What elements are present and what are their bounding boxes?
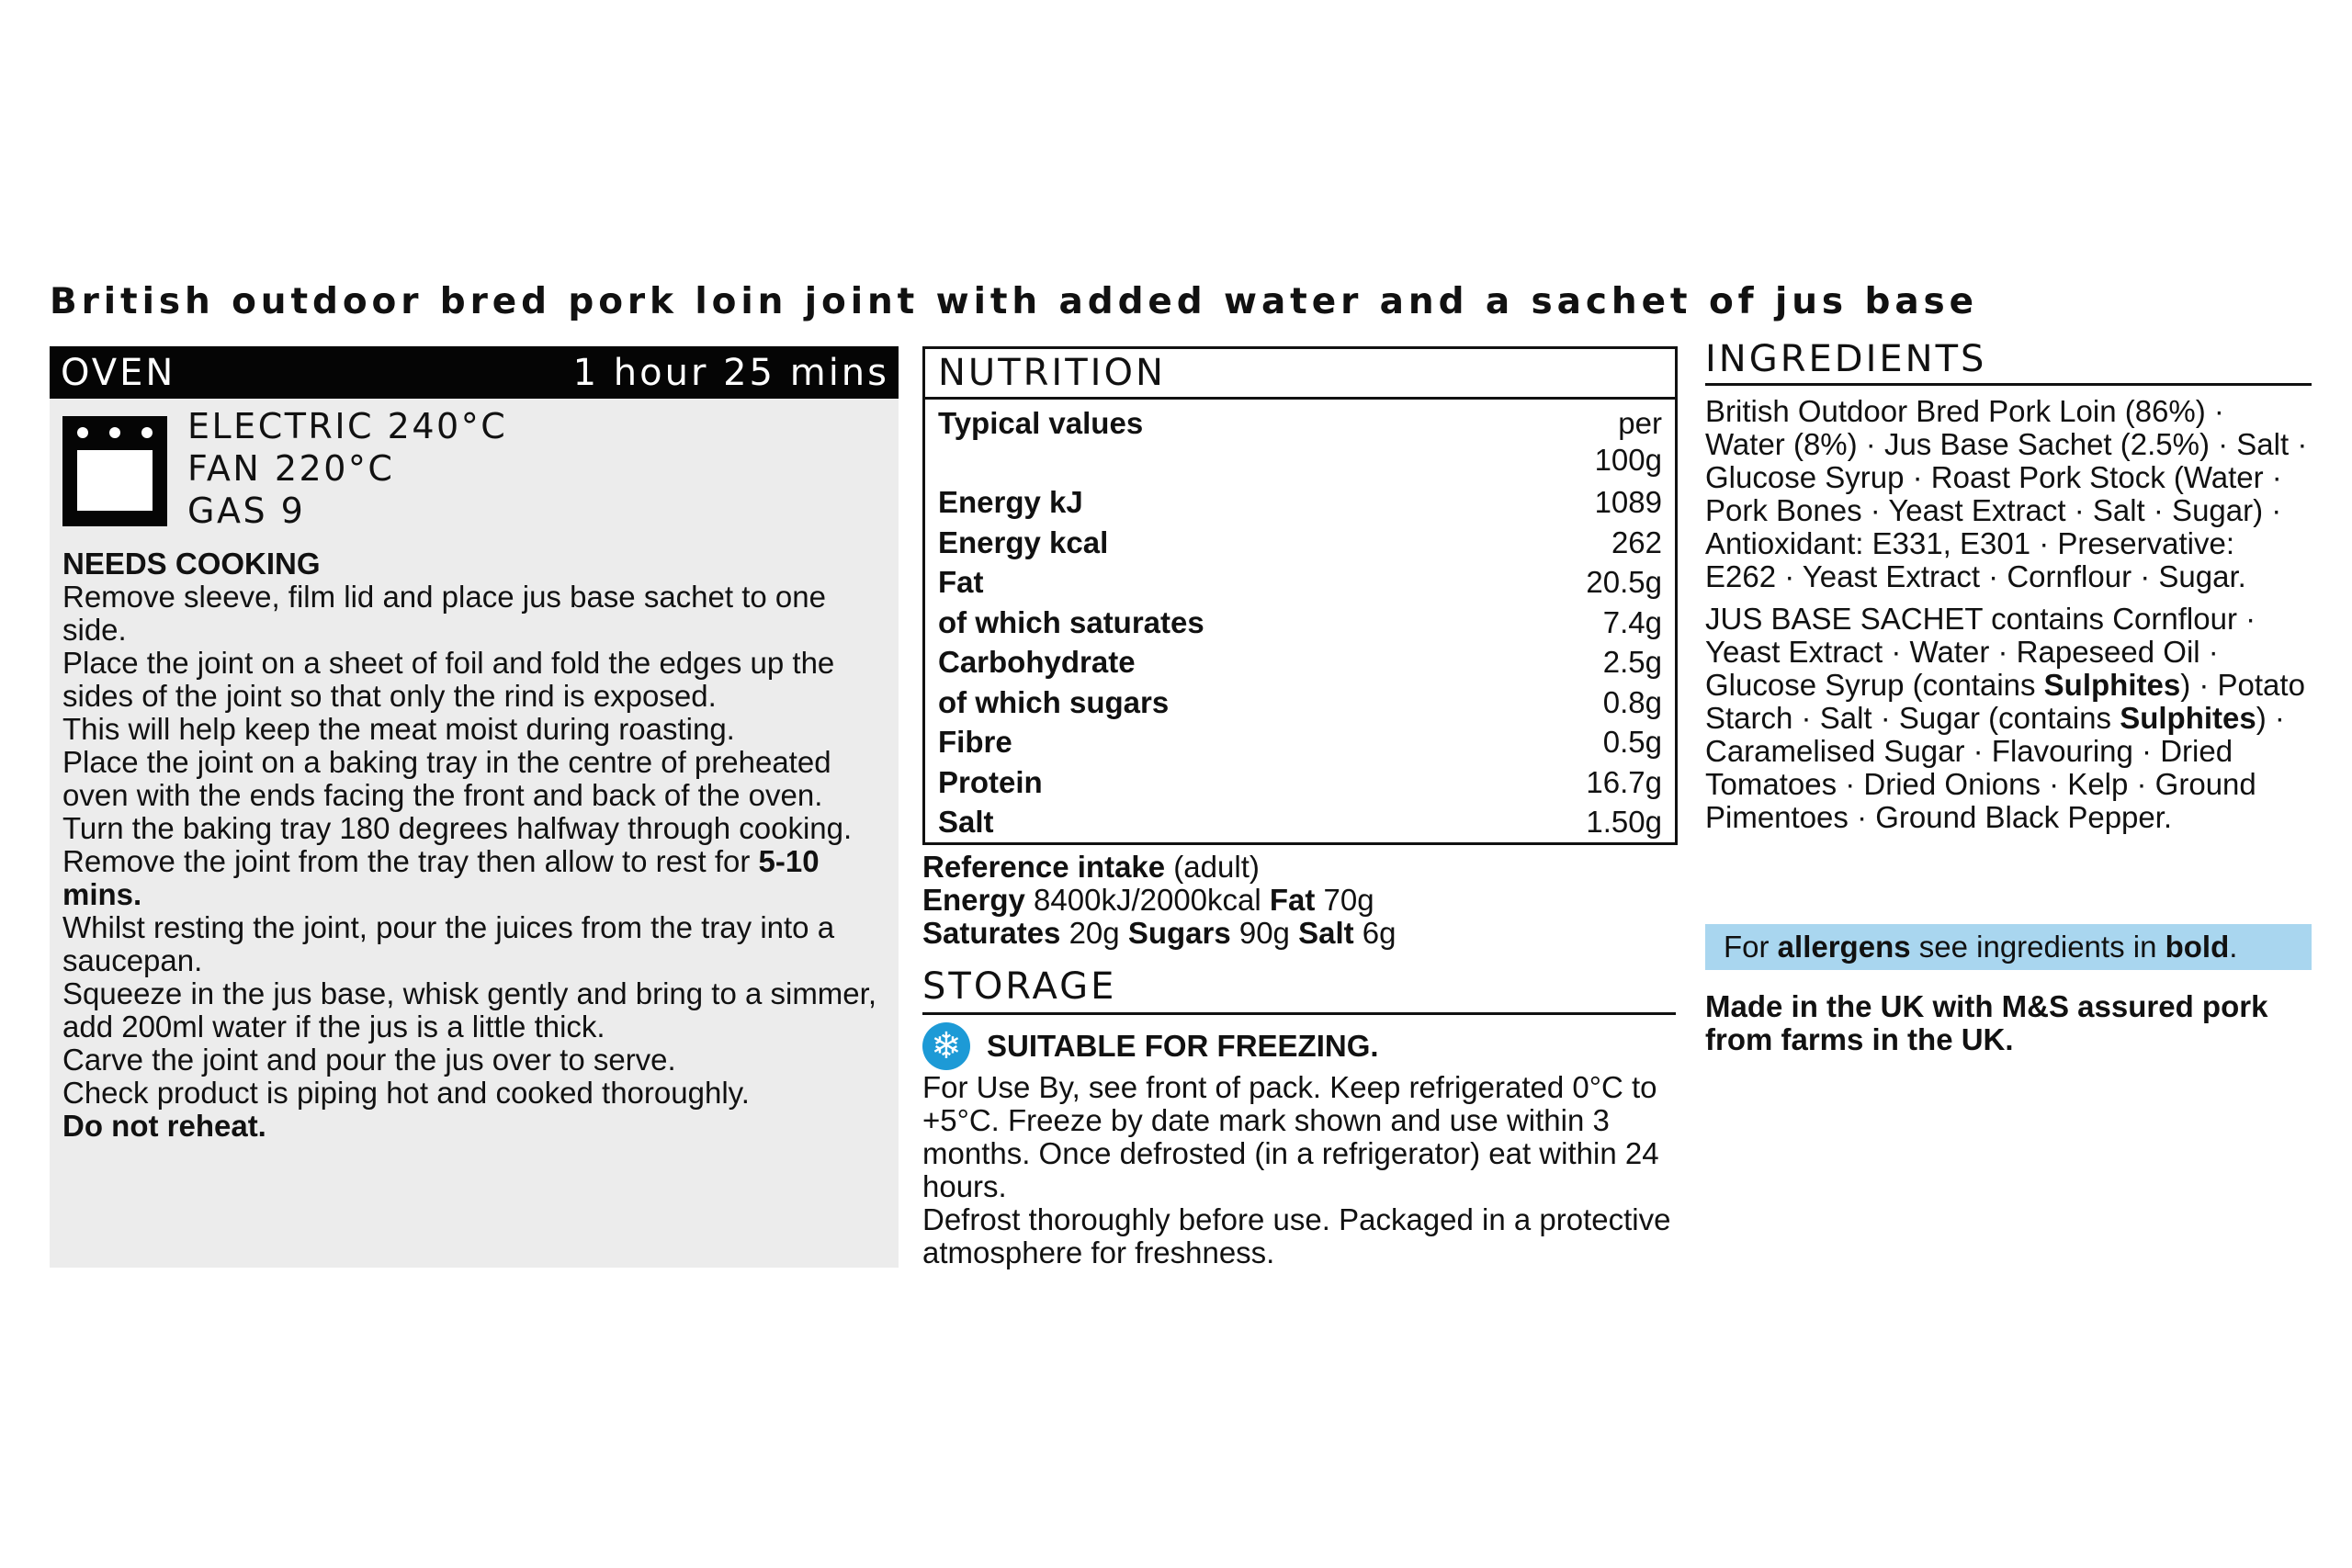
fan-temp: FAN 220°C — [187, 448, 395, 489]
ingredients-list — [1705, 395, 2312, 843]
method-step — [62, 812, 889, 911]
method-step: Place the joint on a baking tray in the centre of preheated oven with the ends facing the front and back of the oven. — [62, 745, 831, 812]
nutrition-header-row — [938, 405, 1662, 479]
product-title: British outdoor bred pork loin joint with added water and a sachet of jus base — [50, 281, 1978, 322]
needs-cooking-label: NEEDS COOKING — [62, 547, 321, 581]
method-step: This will help keep the meat moist during roasting. — [62, 712, 735, 746]
reference-intake: Reference intake (adult) Energy 8400kJ/2000kcal Fat 70g Saturates 20g Sugars 90g Salt 6g — [922, 850, 1396, 950]
method-step: Check product is piping hot and cooked thoroughly. — [62, 1076, 750, 1110]
gas-mark: GAS 9 — [187, 491, 306, 531]
nutrition-heading: NUTRITION — [925, 349, 1675, 400]
nutrition-row: Energy kcal 262 — [938, 525, 1662, 559]
nutrition-table — [922, 346, 1678, 845]
oven-temperatures — [62, 405, 871, 534]
nutrition-row: Fat 20.5g — [938, 565, 1662, 599]
nutrition-row: of which saturates 7.4g — [938, 604, 1662, 639]
ingredients-main: British Outdoor Bred Pork Loin (86%) · Water (8%) · Jus Base Sachet (2.5%) · Salt · Glucose Syrup · Roast Pork Stock (Water · Pork Bones · Yeast Extract · Salt · Sugar) · Antioxidant: E331, E301 · Preservative: E262 · Yeast Extract · Cornflour · Sugar. — [1705, 394, 2308, 593]
method-step: Place the joint on a sheet of foil and fold the edges up the sides of the joint so that only the rind is exposed. — [62, 646, 835, 713]
ingredients-heading: INGREDIENTS — [1705, 334, 2312, 386]
storage-heading: STORAGE — [922, 966, 1676, 1015]
method-step: Squeeze in the jus base, whisk gently and bring to a simmer, add 200ml water if the jus is a little thick. — [62, 976, 876, 1043]
per-100g-label: per 100g — [1594, 406, 1662, 477]
rest-time: 5-10 mins. — [62, 844, 820, 911]
oven-header — [50, 346, 899, 399]
oven-instructions-panel — [50, 346, 899, 1268]
nutrition-row: Protein 16.7g — [938, 764, 1662, 799]
storage-paragraph: Defrost thoroughly before use. Packaged in a protective atmosphere for freshness. — [922, 1202, 1671, 1269]
do-not-reheat: Do not reheat. — [62, 1109, 266, 1143]
snowflake-icon: ❄ — [922, 1022, 970, 1070]
nutrition-row: of which sugars 0.8g — [938, 684, 1662, 719]
nutrition-row: Salt 1.50g — [938, 805, 1662, 839]
jus-sachet-ingredients: JUS BASE SACHET contains Cornflour · Yeast Extract · Water · Rapeseed Oil · Glucose Syrup (contains Sulphites) · Potato Starch · Salt · Sugar (contains Sulphites) · Caramelised Sugar · Flavouring · Dried Tomatoes · Dried Onions · Kelp · Ground Pimentoes · Ground Black Pepper. — [1705, 602, 2305, 834]
typical-values-label: Typical values — [938, 406, 1144, 440]
oven-icon — [62, 416, 167, 526]
cooking-method — [62, 547, 889, 1143]
made-in-uk-statement: Made in the UK with M&S assured pork from farms in the UK. — [1705, 989, 2268, 1056]
oven-cooking-time: 1 hour 25 mins — [572, 351, 889, 394]
allergen-sulphites: Sulphites — [2043, 668, 2181, 702]
nutrition-row: Energy kJ 1089 — [938, 485, 1662, 519]
method-step: Remove sleeve, film lid and place jus base sachet to one side. — [62, 580, 826, 647]
allergen-advice-banner: For allergens see ingredients in bold. — [1705, 924, 2312, 970]
nutrition-row: Carbohydrate 2.5g — [938, 645, 1662, 679]
method-step-text: Turn the baking tray 180 degrees halfway through cooking. Remove the joint from the tray then allow to rest for — [62, 811, 853, 878]
electric-temp: ELECTRIC 240°C — [187, 406, 508, 446]
oven-heading: OVEN — [61, 351, 176, 394]
allergen-sulphites: Sulphites — [2120, 701, 2256, 735]
suitable-for-freezing: SUITABLE FOR FREEZING. — [987, 1029, 1379, 1063]
storage-paragraph: For Use By, see front of pack. Keep refrigerated 0°C to +5°C. Freeze by date mark shown and use within 3 months. Once defrosted (in a refrigerator) eat within 24 hours. — [922, 1070, 1659, 1203]
freezing-note — [922, 1021, 1379, 1071]
nutrition-row: Fibre 0.5g — [938, 725, 1662, 759]
storage-instructions — [922, 1071, 1676, 1269]
method-step: Whilst resting the joint, pour the juices from the tray into a saucepan. — [62, 910, 835, 977]
method-step: Carve the joint and pour the jus over to serve. — [62, 1043, 676, 1077]
